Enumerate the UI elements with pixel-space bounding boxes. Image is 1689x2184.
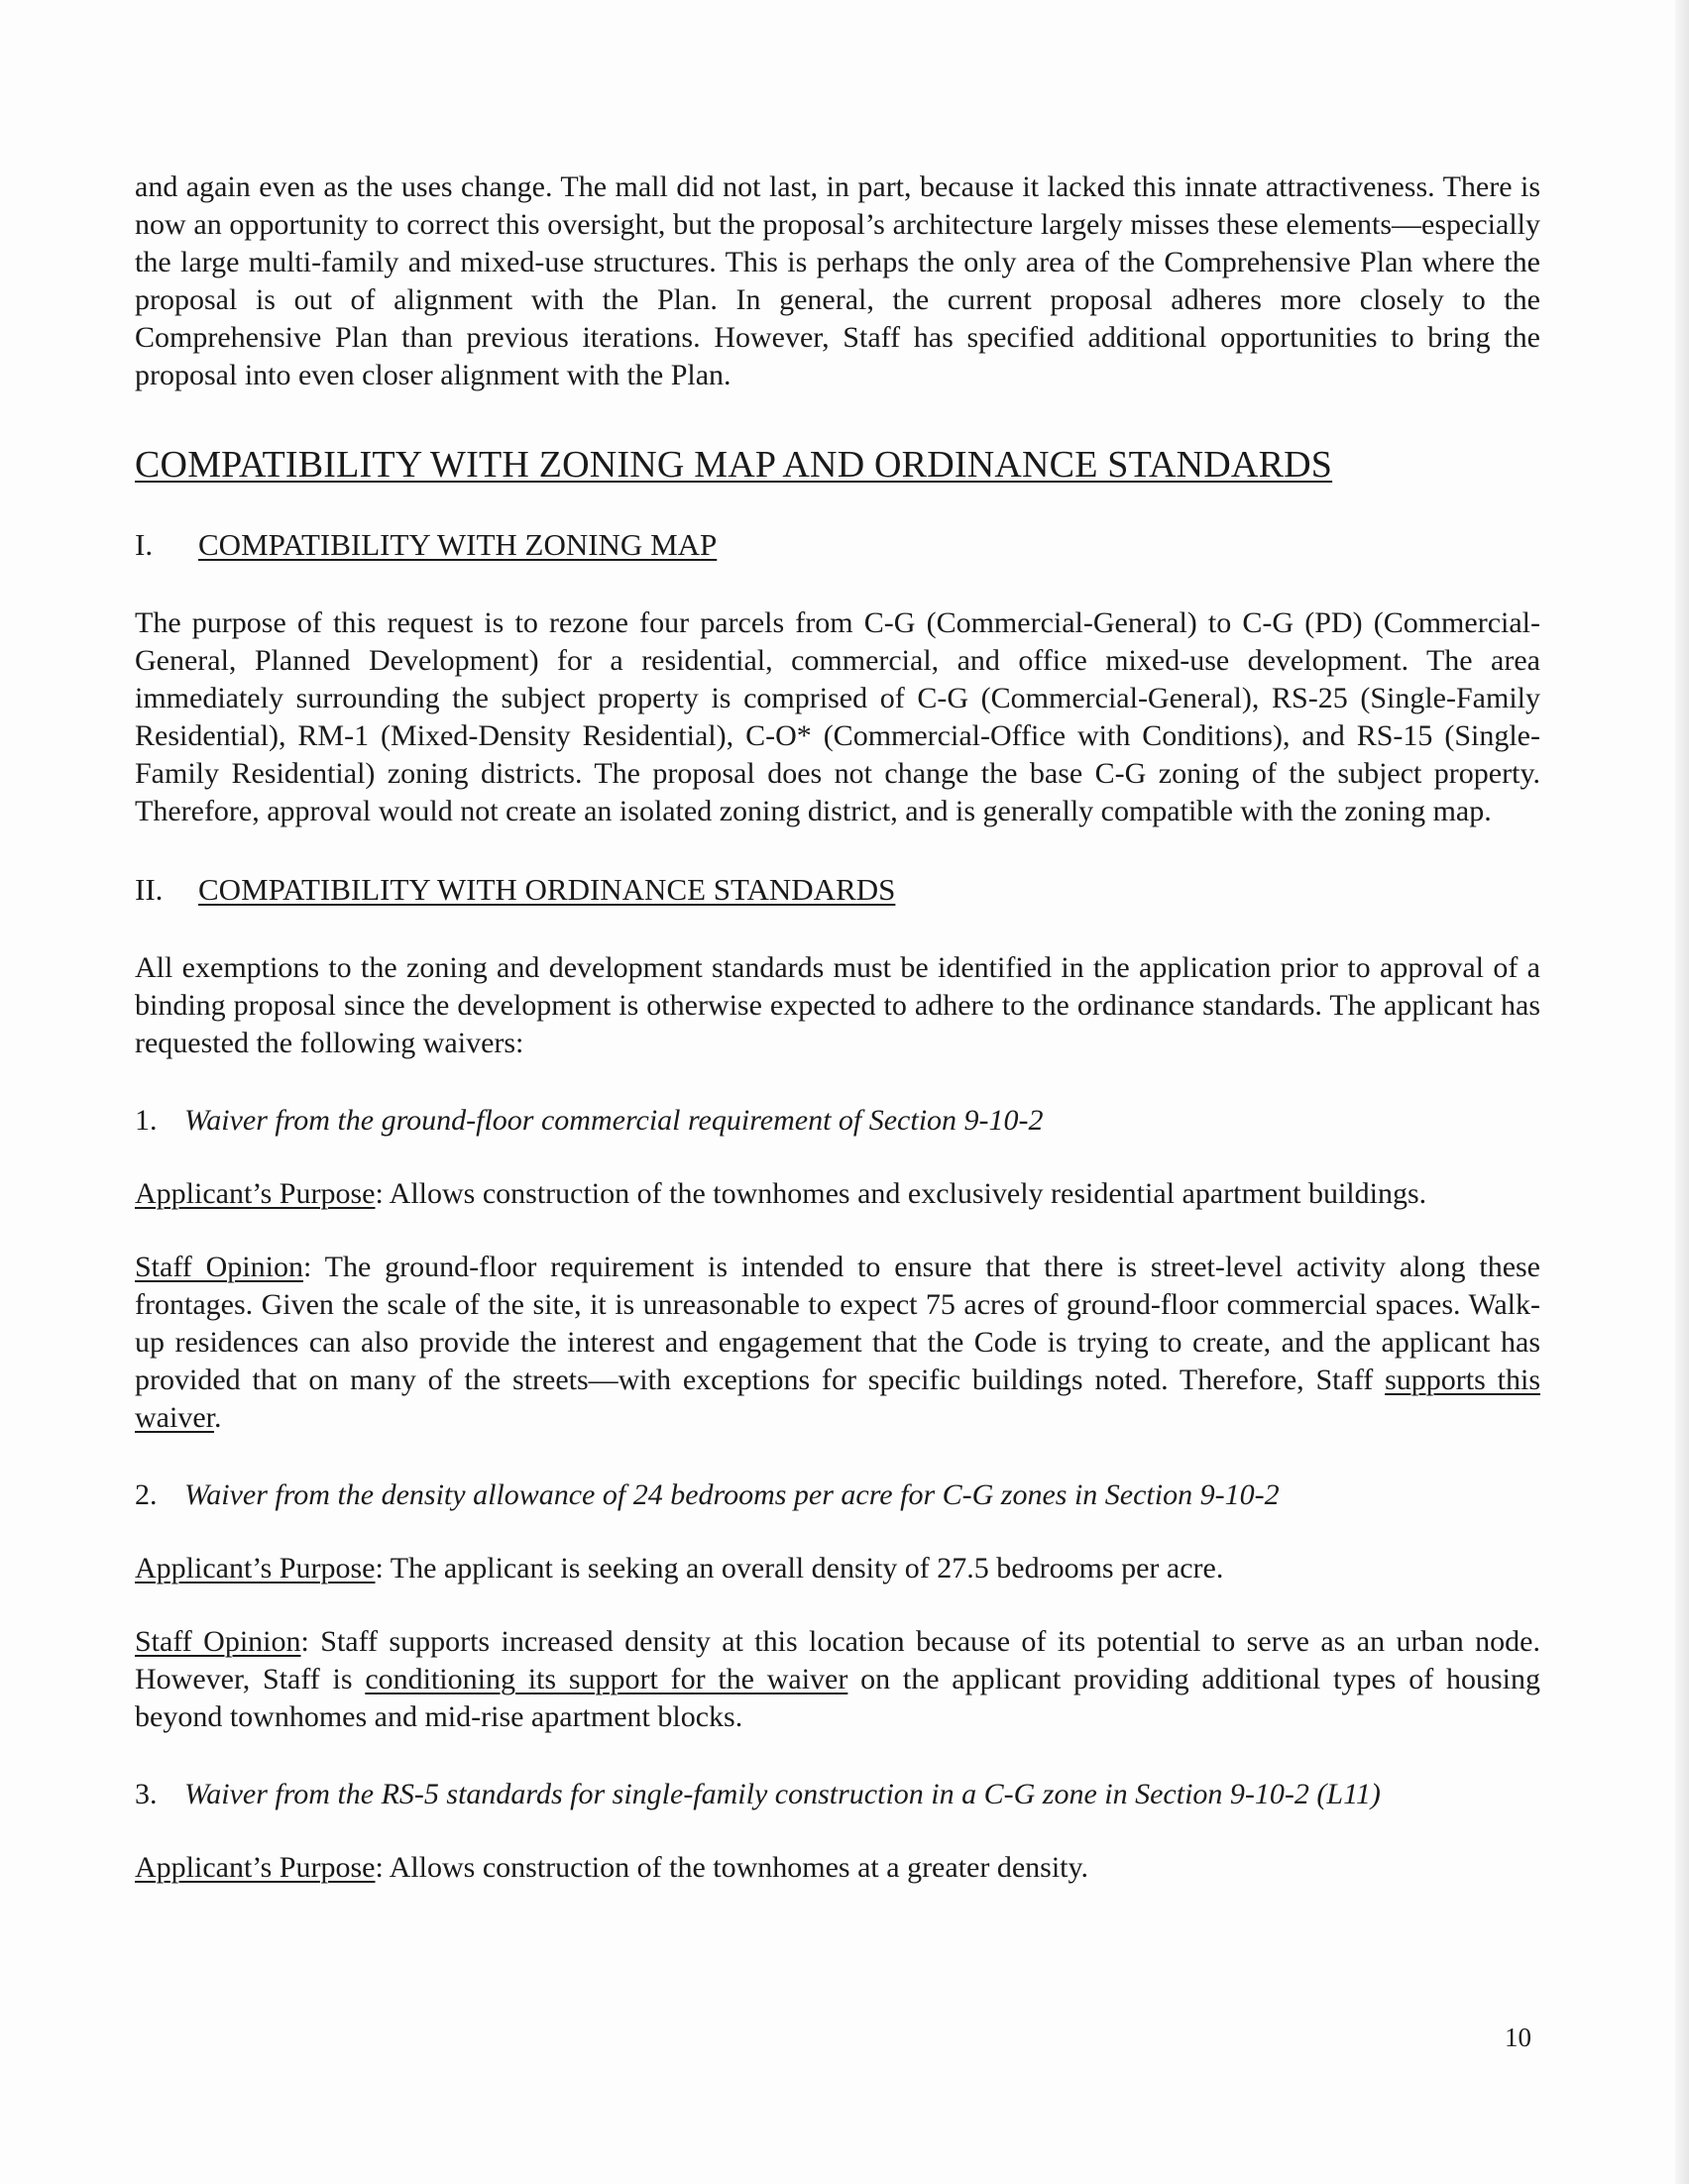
scan-edge-shadow <box>1675 0 1689 2184</box>
waiver-3-purpose-label: Applicant’s Purpose <box>135 1851 376 1884</box>
waiver-3-purpose <box>135 1849 1540 1887</box>
waiver-3-purpose-text: : Allows construction of the townhomes at a greater density. <box>375 1851 1089 1884</box>
waiver-3-title: Waiver from the RS-5 standards for single-family construction in a C-G zone in Section 9-10-2 (L11) <box>184 1778 1381 1810</box>
waiver-2-heading <box>135 1476 1540 1514</box>
waiver-2-title: Waiver from the density allowance of 24 bedrooms per acre for C-G zones in Section 9-10-2 <box>184 1478 1280 1511</box>
main-heading: COMPATIBILITY WITH ZONING MAP AND ORDINANCE STANDARDS <box>135 444 1333 486</box>
waiver-1-opinion-emphasis: supports this waiver <box>135 1364 1540 1434</box>
page-number: 10 <box>1505 2022 1531 2052</box>
waiver-1-purpose-label: Applicant’s Purpose <box>135 1177 376 1210</box>
waiver-2-opinion-emphasis: conditioning its support for the waiver <box>365 1663 848 1695</box>
waiver-2-number: 2. <box>135 1478 158 1511</box>
section-2-heading <box>135 870 1540 910</box>
waiver-1-number: 1. <box>135 1104 158 1137</box>
waiver-2-opinion-label: Staff Opinion <box>135 1625 301 1658</box>
section-2-number: II. <box>135 872 164 907</box>
page-content <box>135 168 1540 1887</box>
waiver-2-opinion <box>135 1623 1540 1736</box>
waiver-3-number: 3. <box>135 1778 158 1810</box>
waiver-2-purpose-label: Applicant’s Purpose <box>135 1552 376 1584</box>
waiver-1-opinion <box>135 1249 1540 1437</box>
waiver-1-purpose <box>135 1175 1540 1213</box>
waiver-1-opinion-label: Staff Opinion <box>135 1251 303 1283</box>
section-2-title: COMPATIBILITY WITH ORDINANCE STANDARDS <box>198 872 896 907</box>
section-1-title: COMPATIBILITY WITH ZONING MAP <box>198 527 718 562</box>
waiver-2-opinion-tail: on the applicant providing additional types of housing beyond townhomes and mid-rise apartment blocks. <box>135 1663 1540 1733</box>
section-2-paragraph: All exemptions to the zoning and development standards must be identified in the application prior to approval of a binding proposal since the development is otherwise expected to adhere to the ordinance standards. The applicant has requested the following waivers: <box>135 951 1540 1059</box>
section-1-heading <box>135 525 1540 565</box>
waiver-1-title: Waiver from the ground-floor commercial requirement of Section 9-10-2 <box>184 1104 1044 1137</box>
waiver-2-opinion-text: : Staff supports increased density at this location because of its potential to serve as an urban node. However, Staff is <box>135 1625 1540 1695</box>
waiver-3-heading <box>135 1776 1540 1813</box>
waiver-1-heading <box>135 1102 1540 1140</box>
intro-paragraph: and again even as the uses change. The mall did not last, in part, because it lacked this innate attractiveness. There is now an opportunity to correct this oversight, but the proposal’s architecture largely misses these elements—especially the large multi-family and mixed-use structures. This is perhaps the only area of the Comprehensive Plan where the proposal is out of alignment with the Plan. In general, the current proposal adheres more closely to the Comprehensive Plan than previous iterations. However, Staff has specified additional opportunities to bring the proposal into even closer alignment with the Plan. <box>135 170 1540 391</box>
waiver-1-purpose-text: : Allows construction of the townhomes and exclusively residential apartment buildings. <box>375 1177 1427 1210</box>
waiver-1-opinion-tail: . <box>213 1401 222 1434</box>
waiver-2-purpose-text: : The applicant is seeking an overall density of 27.5 bedrooms per acre. <box>375 1552 1224 1584</box>
section-1-number: I. <box>135 527 154 562</box>
section-1-paragraph: The purpose of this request is to rezone four parcels from C-G (Commercial-General) to C-G (PD) (Commercial-General, Planned Development) for a residential, commercial, and office mixed-use development. The area immediately surrounding the subject property is comprised of C-G (Commercial-General), RS-25 (Single-Family Residential), RM-1 (Mixed-Density Residential), C-O* (Commercial-Office with Conditions), and RS-15 (Single-Family Residential) zoning districts. The proposal does not change the base C-G zoning of the subject property. Therefore, approval would not create an isolated zoning district, and is generally compatible with the zoning map. <box>135 606 1540 827</box>
waiver-2-purpose <box>135 1550 1540 1587</box>
waiver-1-opinion-text: : The ground-floor requirement is intended to ensure that there is street-level activity along these frontages. Given the scale of the site, it is unreasonable to expect 75 acres of ground-floor commercial spaces. Walk-up residences can also provide the interest and engagement that the Code is trying to create, and the applicant has provided that on many of the streets—with exceptions for specific buildings noted. Therefore, Staff <box>135 1251 1540 1396</box>
